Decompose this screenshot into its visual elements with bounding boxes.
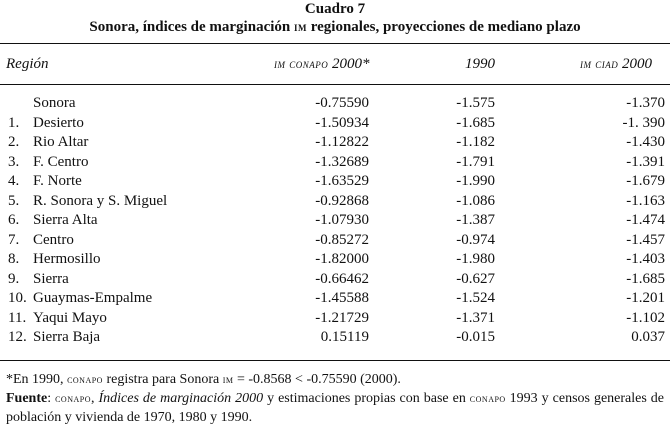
table-row [0,94,670,113]
table-caption-title: Cuadro 7 [304,1,366,17]
subtitle-im: im [294,19,307,34]
value-im-ciad-2000: -1.430 [626,134,665,150]
value-1990: -1.575 [456,95,495,111]
region-name: F. Norte [33,173,82,189]
value-im-ciad-2000: -1.685 [626,270,665,287]
value-im-conapo-2000: -1.07930 [315,212,369,228]
value-1990: -0.627 [456,270,495,287]
table-row [0,250,670,269]
header-col3-year: 2000 [618,56,652,72]
value-im-conapo-2000: -1.32689 [315,153,369,170]
region-name: Sierra [33,270,69,287]
table-row [0,172,670,191]
header-1990: 1990 [465,56,495,72]
header-rule [0,84,670,85]
footnote-im: im [222,372,234,386]
value-1990: -1.791 [456,153,495,170]
source-text-3: y estimaciones propias con base en [263,391,470,406]
row-number: 9. [8,270,20,287]
table-row [0,192,670,211]
subtitle-text-pre: Sonora, índices de marginación [89,19,294,35]
value-1990: -1.685 [456,114,495,131]
row-number: 11. [8,309,27,326]
region-name: Yaqui Mayo [33,309,107,326]
region-name: Guaymas-Empalme [33,290,153,306]
region-name: Rio Altar [33,134,89,150]
table-row [0,270,670,289]
value-im-ciad-2000: -1.679 [626,173,665,189]
row-number: 6. [8,212,20,228]
value-im-ciad-2000: -1.370 [626,95,665,111]
footnote-text-1: *En 1990, [6,372,68,387]
value-1990: -1.086 [456,192,495,209]
value-im-ciad-2000: -1.102 [626,309,665,326]
value-im-ciad-2000: -1.201 [626,290,665,306]
value-1990: -1.387 [456,212,495,228]
value-im-ciad-2000: -1. 390 [622,114,665,131]
value-im-conapo-2000: -1.12822 [315,134,369,150]
value-im-conapo-2000: -0.66462 [315,270,369,287]
table-row [0,231,670,250]
value-1990: -0.974 [456,231,495,248]
value-1990: -1.990 [456,173,495,189]
value-1990: -1.980 [456,251,495,267]
bottom-rule [0,360,670,361]
region-name: F. Centro [33,153,89,170]
value-im-ciad-2000: 0.037 [631,329,665,345]
value-im-conapo-2000: -1.82000 [315,251,369,267]
source-publication-title: Índices de marginación 2000 [98,391,264,406]
value-im-ciad-2000: -1.474 [626,212,665,228]
table-source [6,389,664,427]
value-im-conapo-2000: -0.85272 [315,231,369,248]
table-row [0,309,670,328]
region-name: Sierra Alta [33,212,98,228]
row-number: 4. [8,173,20,189]
header-col3-sc: im ciad [580,56,619,71]
row-number: 12. [8,329,27,345]
header-col1-sc: im conapo [274,56,329,71]
row-number: 5. [8,192,20,209]
header-im-ciad-2000 [580,56,652,73]
value-im-conapo-2000: -1.21729 [315,309,369,326]
value-1990: -0.015 [456,329,495,345]
value-im-conapo-2000: -0.92868 [315,192,369,209]
region-name: Hermosillo [33,251,101,267]
source-conapo-1: conapo [55,391,91,405]
value-im-conapo-2000: -1.63529 [315,173,369,189]
row-number: 10. [8,290,27,306]
value-im-conapo-2000: 0.15119 [320,329,369,345]
row-number: 7. [8,231,20,248]
footnote-conapo: conapo [67,372,103,386]
source-label: Fuente [6,391,48,406]
row-number: 2. [8,134,20,150]
table-row [0,133,670,152]
value-im-conapo-2000: -1.45588 [315,290,369,306]
region-name: R. Sonora y S. Miguel [33,192,168,209]
row-number: 3. [8,153,20,170]
value-im-conapo-2000: -1.50934 [315,114,369,131]
table-row [0,153,670,172]
table-row [0,114,670,133]
region-name: Sonora [33,95,76,111]
table-row [0,211,670,230]
region-name: Desierto [33,114,84,131]
value-im-conapo-2000: -0.75590 [315,95,369,111]
subtitle-text-post: regionales, proyecciones de mediano plazo [307,19,581,35]
value-im-ciad-2000: -1.391 [626,153,665,170]
row-number: 1. [8,114,20,131]
value-im-ciad-2000: -1.403 [626,251,665,267]
table-row [0,289,670,308]
region-name: Centro [33,231,74,248]
value-1990: -1.182 [456,134,495,150]
table-row [0,328,670,347]
row-number: 8. [8,251,20,267]
source-text-1: : [47,391,56,406]
value-1990: -1.524 [456,290,495,306]
top-rule [0,43,670,44]
table-footnote [6,370,666,389]
region-name: Sierra Baja [33,329,101,345]
footnote-text-3: = -0.8568 < -0.75590 (2000). [233,372,401,387]
footnote-text-2: registra para Sonora [102,372,223,387]
header-region: Región [6,56,49,72]
header-im-conapo-2000 [274,56,370,73]
source-text-4: 1993 y censos generales de población y vivienda de 1970, 1980 y 1990. [6,391,664,425]
source-text-2: , [91,391,99,406]
value-1990: -1.371 [456,309,495,326]
table-caption-subtitle [0,18,670,36]
header-col1-year: 2000* [328,56,370,72]
source-conapo-2: conapo [469,391,506,405]
value-im-ciad-2000: -1.163 [626,192,665,209]
value-im-ciad-2000: -1.457 [626,231,665,248]
